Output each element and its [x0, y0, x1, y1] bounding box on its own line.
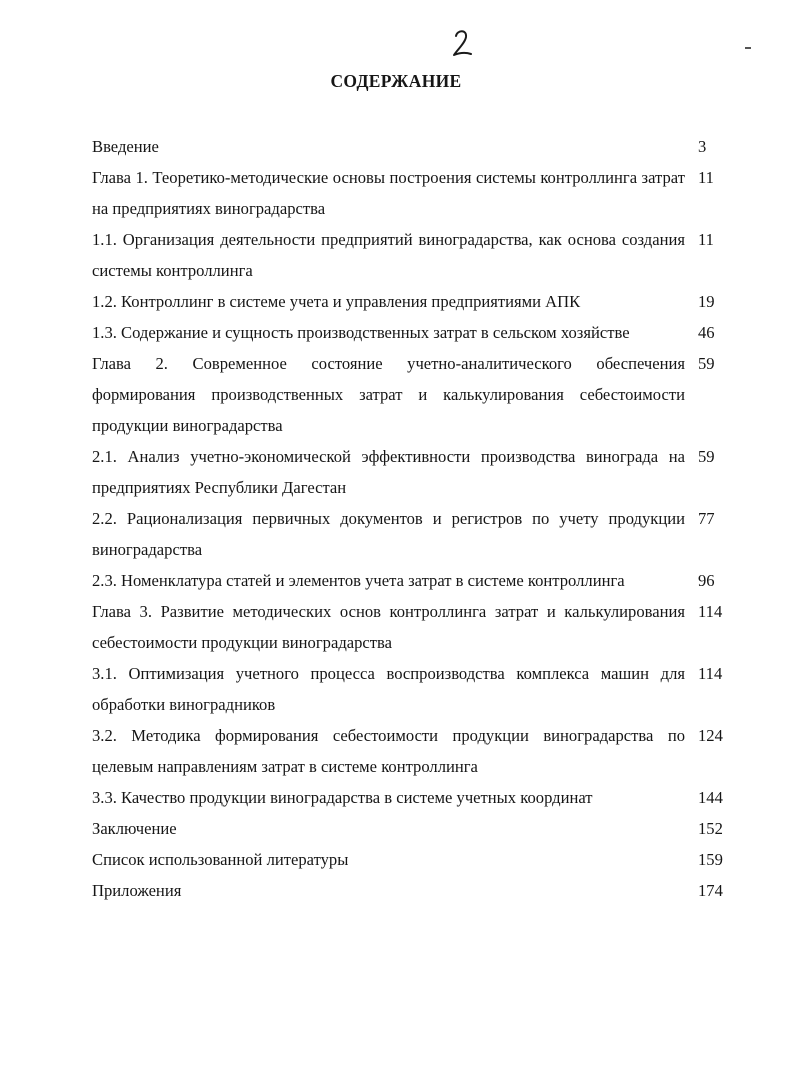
toc-entry-text: 1.3. Содержание и сущность производственных затрат в сельском хозяйстве: [92, 323, 630, 342]
toc-entry-section-3-1: [92, 658, 729, 720]
toc-entry-text: 3.2. Методика формирования себестоимости продукции виноградарства по целевым направлениям затрат в системе контроллинга: [92, 726, 685, 776]
toc-entry-text: Приложения: [92, 881, 182, 900]
toc-entry-text: Список использованной литературы: [92, 850, 349, 869]
toc-entry-appendices: [92, 875, 729, 906]
toc-entry-section-2-1: [92, 441, 729, 503]
toc-entry-chapter-2: [92, 348, 729, 441]
toc-entry-section-2-3: [92, 565, 729, 596]
toc-entry-page: 77: [698, 509, 715, 528]
toc-entry-section-3-3: [92, 782, 729, 813]
toc-entry-page: 144: [698, 788, 723, 807]
toc-entry-conclusion: [92, 813, 729, 844]
toc-entry-text: 2.2. Рационализация первичных документов и регистров по учету продукции виноградарства: [92, 509, 685, 559]
toc-entry-references: [92, 844, 729, 875]
toc-entry-page: 174: [698, 881, 723, 900]
toc-entry-text: Глава 1. Теоретико-методические основы построения системы контроллинга затрат на предприятиях виноградарства: [92, 168, 685, 218]
toc-entry-text: Глава 3. Развитие методических основ контроллинга затрат и калькулирования себестоимости продукции виноградарства: [92, 602, 685, 652]
toc-entry-chapter-1: [92, 162, 729, 224]
toc-entry-text: 1.2. Контроллинг в системе учета и управления предприятиями АПК: [92, 292, 581, 311]
toc-entry-chapter-3: [92, 596, 729, 658]
toc-entry-page: 114: [698, 602, 723, 621]
toc-entry-text: 2.3. Номенклатура статей и элементов учета затрат в системе контроллинга: [92, 571, 625, 590]
toc-entry-page: 19: [698, 292, 715, 311]
toc-entry-section-3-2: [92, 720, 729, 782]
toc-entry-introduction: [92, 131, 729, 162]
toc-entry-text: 2.1. Анализ учетно-экономической эффективности производства винограда на предприятиях Республики Дагестан: [92, 447, 685, 497]
toc-entry-page: 96: [698, 571, 715, 590]
toc-entry-text: 3.1. Оптимизация учетного процесса воспроизводства комплекса машин для обработки виноградников: [92, 664, 685, 714]
toc-entry-page: 152: [698, 819, 723, 838]
toc-entry-page: 159: [698, 850, 723, 869]
toc-entry-section-1-1: [92, 224, 729, 286]
toc-entry-page: 46: [698, 323, 715, 342]
toc-entry-page: 124: [698, 726, 723, 745]
toc-entry-page: 114: [698, 664, 723, 683]
toc-entry-page: 11: [698, 168, 714, 187]
handwritten-page-number: [447, 26, 477, 60]
toc-entry-section-1-2: [92, 286, 729, 317]
toc-entry-section-1-3: [92, 317, 729, 348]
toc-entry-page: 11: [698, 230, 714, 249]
toc-entry-text: Введение: [92, 137, 159, 156]
table-of-contents: [92, 131, 729, 906]
toc-entry-text: Глава 2. Современное состояние учетно-аналитического обеспечения формирования производственных затрат и калькулирования себестоимости продукции виноградарства: [92, 354, 685, 435]
toc-entry-text: Заключение: [92, 819, 177, 838]
toc-entry-page: 59: [698, 354, 715, 373]
toc-entry-section-2-2: [92, 503, 729, 565]
toc-entry-text: 3.3. Качество продукции виноградарства в системе учетных координат: [92, 788, 593, 807]
corner-mark: [745, 47, 751, 49]
toc-entry-page: 3: [698, 137, 707, 156]
page-title: СОДЕРЖАНИЕ: [330, 71, 462, 91]
toc-entry-text: 1.1. Организация деятельности предприятий виноградарства, как основа создания системы контроллинга: [92, 230, 685, 280]
toc-entry-page: 59: [698, 447, 715, 466]
